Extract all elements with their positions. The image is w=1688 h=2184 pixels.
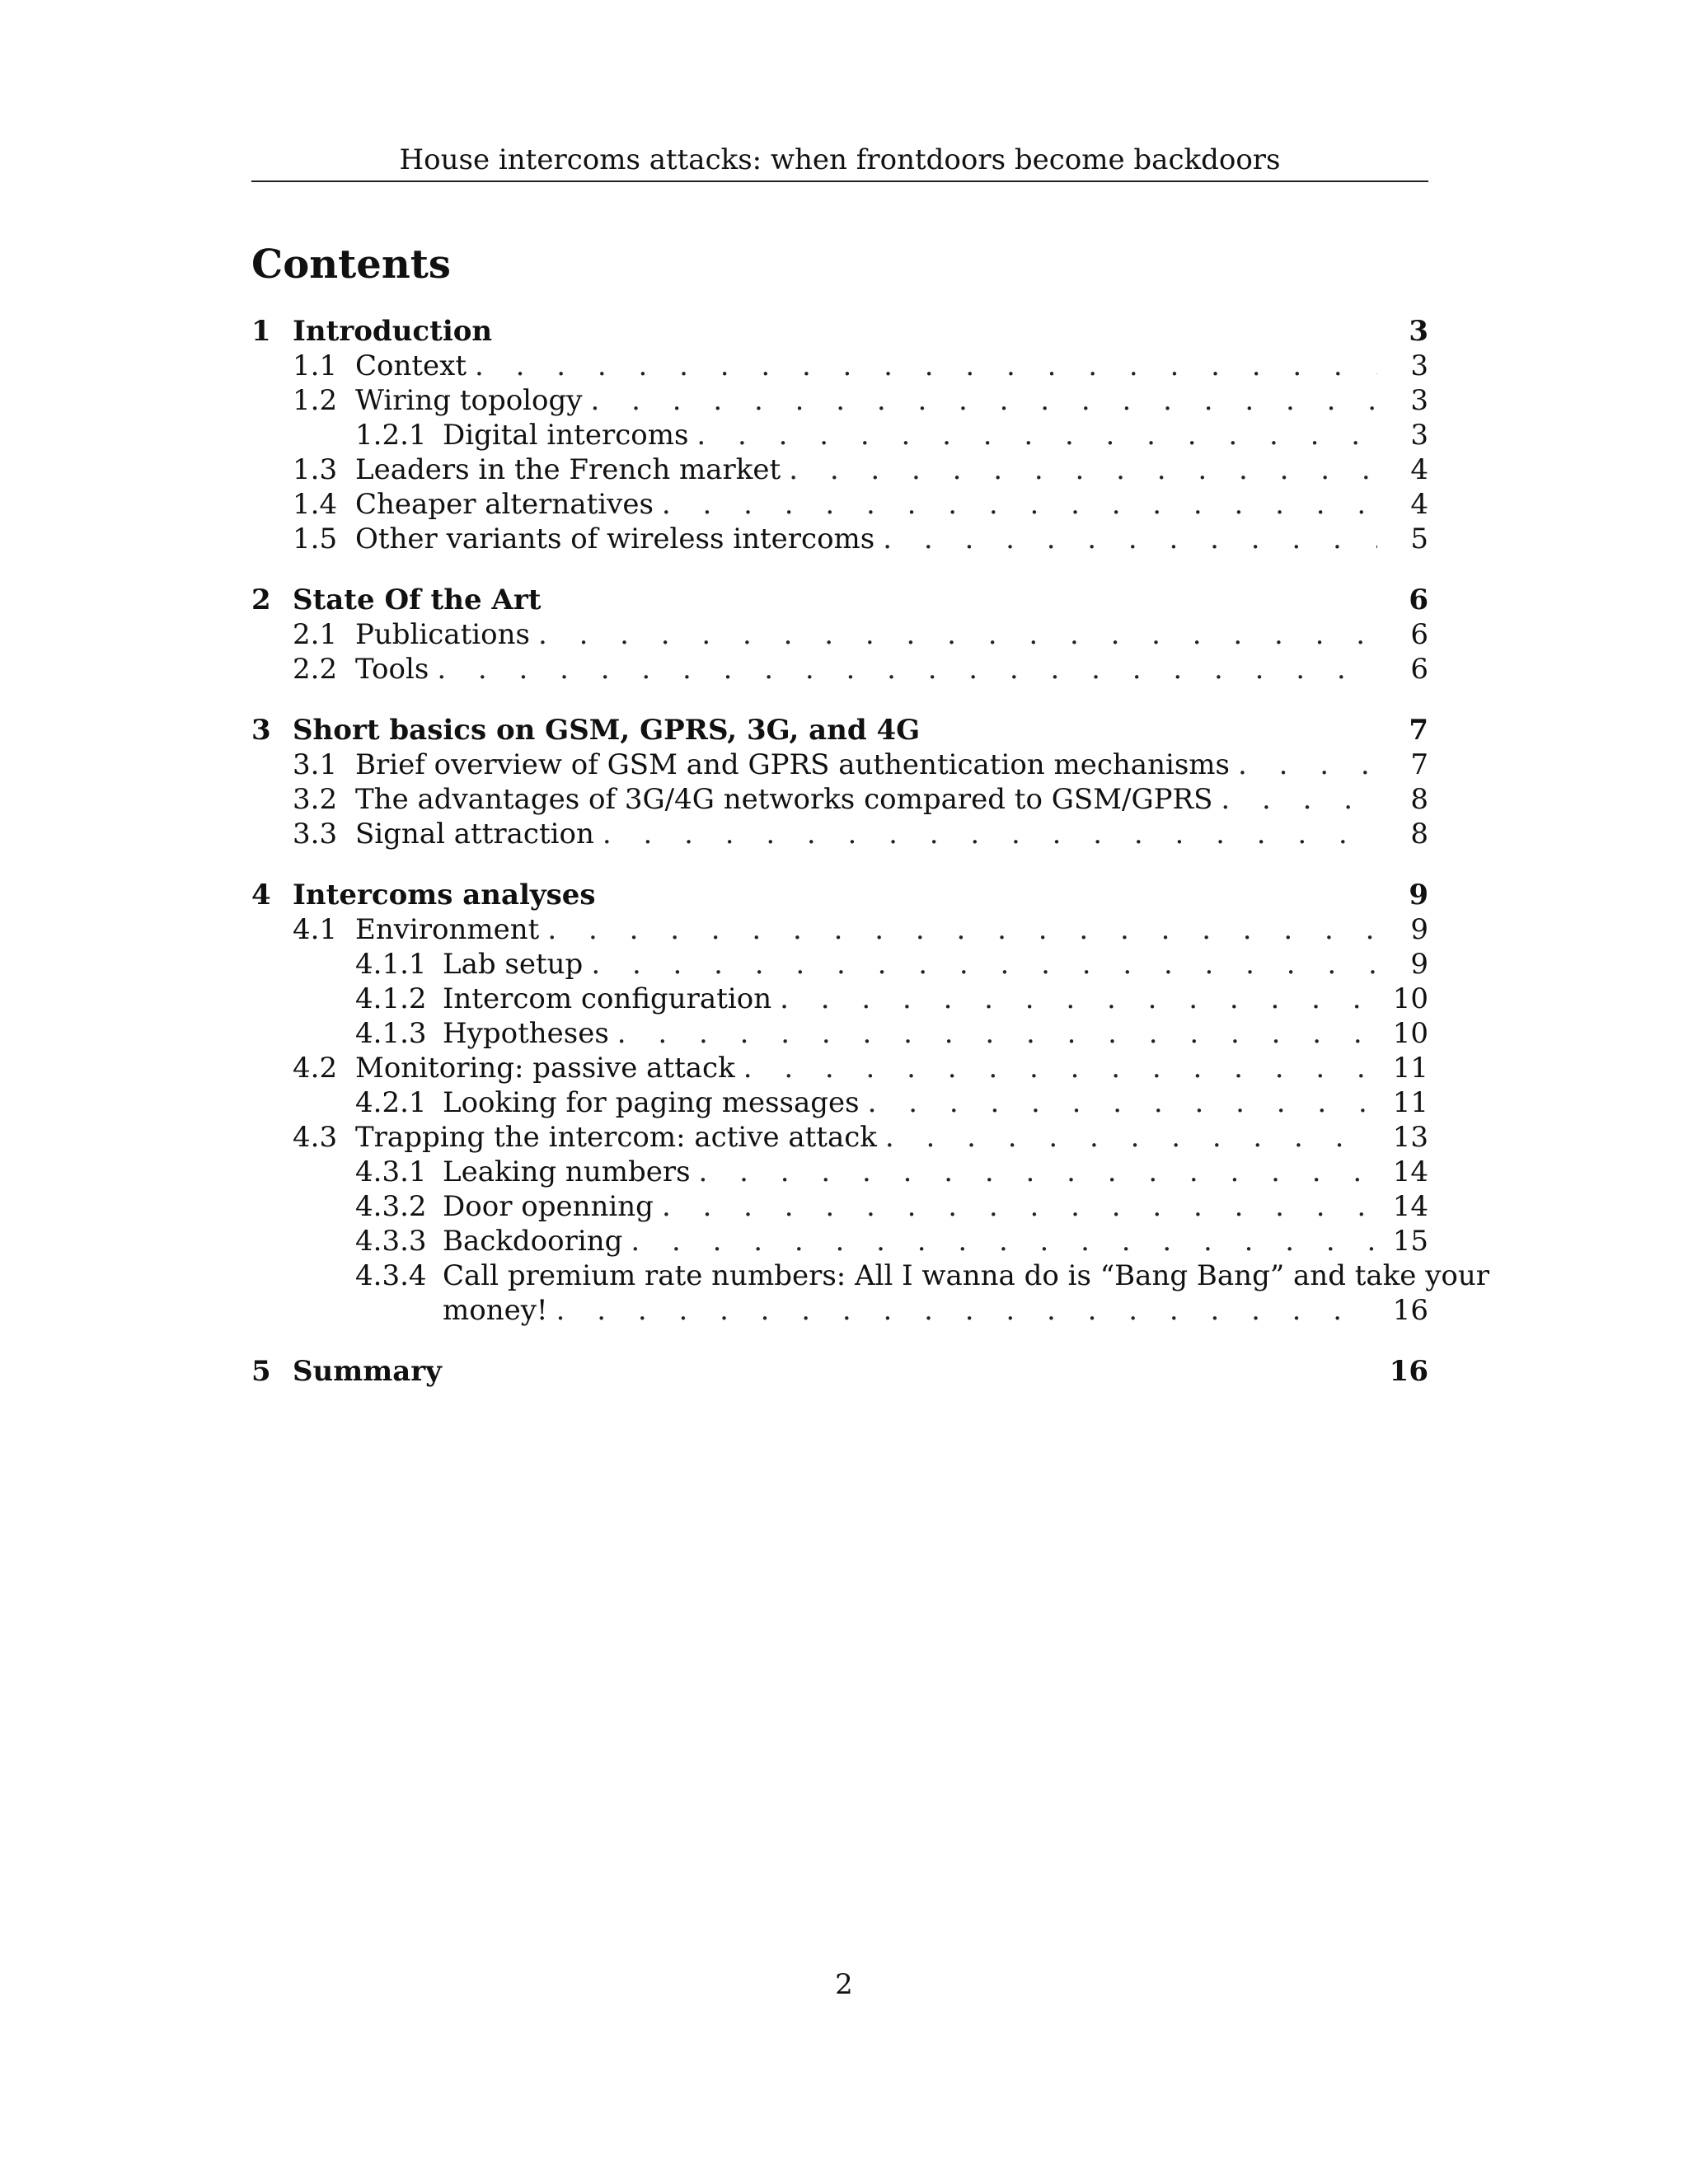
section-title: Introduction (293, 315, 493, 348)
entry-title: Monitoring: passive attack (355, 1052, 735, 1085)
entry-page: 11 (1392, 1086, 1428, 1119)
entry-page: 5 (1410, 523, 1428, 555)
entry-number: 4.3.2 (355, 1190, 427, 1223)
dot-leader (609, 1016, 1375, 1051)
toc-entry-1-4[interactable] (251, 487, 1428, 522)
toc-section-2[interactable] (251, 583, 1428, 617)
dot-leader (1230, 748, 1377, 782)
entry-page: 4 (1410, 453, 1428, 486)
dot-leader (429, 652, 1377, 687)
toc-entry-4-1-3[interactable] (251, 1016, 1428, 1051)
entry-title: Lab setup (443, 948, 584, 981)
entry-number: 2.1 (293, 618, 338, 651)
toc-entry-3-2[interactable] (251, 782, 1428, 817)
toc-section-4[interactable] (251, 878, 1428, 912)
entry-title: Leaders in the French market (355, 453, 781, 486)
entry-number: 4.1.2 (355, 982, 427, 1015)
toc-entry-1-1[interactable] (251, 349, 1428, 383)
page-number: 2 (835, 1968, 853, 2001)
entry-title: Context (355, 349, 467, 382)
entry-number: 4.3.1 (355, 1155, 427, 1188)
entry-page: 9 (1410, 948, 1428, 981)
entry-page: 11 (1392, 1052, 1428, 1085)
section-gap (251, 556, 1428, 583)
entry-number: 1.3 (293, 453, 338, 486)
entry-title: Tools (355, 653, 429, 686)
entry-number: 1.2 (293, 384, 338, 417)
entry-title: Environment (355, 913, 540, 946)
dot-leader (877, 1120, 1375, 1155)
toc-section-5[interactable] (251, 1354, 1428, 1389)
toc-entry-4-1-1[interactable] (251, 947, 1428, 982)
section-number: 2 (251, 583, 271, 616)
toc-section-1[interactable] (251, 314, 1428, 349)
section-title: Summary (293, 1355, 442, 1388)
section-title: State Of the Art (293, 583, 542, 616)
dot-leader (594, 817, 1377, 851)
dot-leader (781, 452, 1377, 487)
toc-entry-4-3-1[interactable] (251, 1155, 1428, 1189)
entry-title: Brief overview of GSM and GPRS authentication mechanisms (355, 748, 1230, 781)
entry-title: Leaking numbers (443, 1155, 691, 1188)
entry-number: 3.1 (293, 748, 338, 781)
entry-number: 1.2.1 (355, 419, 427, 452)
entry-title: Publications (355, 618, 530, 651)
table-of-contents (251, 314, 1490, 1389)
entry-title: The advantages of 3G/4G networks compared to GSM/GPRS (355, 783, 1213, 816)
entry-title: Other variants of wireless intercoms (355, 523, 875, 555)
section-title: Intercoms analyses (293, 879, 596, 912)
section-page: 7 (1409, 714, 1428, 747)
section-title: Short basics on GSM, GPRS, 3G, and 4G (293, 714, 921, 747)
section-number: 4 (251, 879, 271, 912)
entry-page: 7 (1410, 748, 1428, 781)
entry-number: 3.3 (293, 818, 338, 851)
toc-entry-4-2[interactable] (251, 1051, 1428, 1085)
entry-title: Digital intercoms (443, 419, 689, 452)
dot-leader (735, 1051, 1375, 1085)
entry-number: 1.5 (293, 523, 338, 555)
dot-leader (691, 1155, 1375, 1189)
entry-number: 4.2 (293, 1052, 338, 1085)
toc-entry-4-3-3[interactable] (251, 1224, 1428, 1258)
section-number: 1 (251, 315, 271, 348)
dot-leader (622, 1224, 1374, 1258)
running-header: House intercoms attacks: when frontdoors become backdoors (399, 143, 1281, 176)
entry-title-line-2: money! (443, 1294, 548, 1327)
toc-entry-2-1[interactable] (251, 617, 1428, 652)
entry-title: Looking for paging messages (443, 1086, 860, 1119)
entry-number: 4.2.1 (355, 1086, 427, 1119)
entry-page: 6 (1410, 653, 1428, 686)
section-page: 3 (1409, 315, 1428, 348)
entry-title: Hypotheses (443, 1017, 609, 1050)
toc-entry-2-2[interactable] (251, 652, 1428, 687)
dot-leader (583, 947, 1377, 982)
entry-page: 3 (1410, 349, 1428, 382)
entry-page: 4 (1410, 488, 1428, 521)
dot-leader (539, 912, 1377, 947)
toc-entry-4-3-2[interactable] (251, 1189, 1428, 1224)
section-number: 5 (251, 1355, 271, 1388)
entry-page: 8 (1410, 818, 1428, 851)
entry-page: 14 (1392, 1155, 1428, 1188)
dot-leader (1212, 782, 1377, 817)
entry-title: Signal attraction (355, 818, 594, 851)
section-page: 9 (1409, 879, 1428, 912)
section-page: 6 (1409, 583, 1428, 616)
dot-leader (530, 617, 1377, 652)
header-rule (251, 180, 1428, 182)
toc-entry-1-5[interactable] (251, 522, 1428, 556)
entry-number: 2.2 (293, 653, 338, 686)
toc-entry-4-3-4[interactable] (251, 1258, 1490, 1293)
entry-number: 4.3.3 (355, 1225, 427, 1258)
entry-page: 14 (1392, 1190, 1428, 1223)
section-gap (251, 1328, 1428, 1354)
toc-entry-4-1-2[interactable] (251, 982, 1428, 1016)
toc-entry-1-2[interactable] (251, 383, 1428, 418)
dot-leader (654, 487, 1377, 522)
entry-number: 4.3 (293, 1121, 338, 1154)
entry-page: 10 (1392, 982, 1428, 1015)
entry-page: 10 (1392, 1017, 1428, 1050)
toc-entry-3-1[interactable] (251, 748, 1428, 782)
section-page: 16 (1389, 1355, 1428, 1388)
entry-page: 9 (1410, 913, 1428, 946)
toc-entry-1-2-1[interactable] (251, 418, 1428, 452)
entry-number: 3.2 (293, 783, 338, 816)
entry-title: Backdooring (443, 1225, 623, 1258)
dot-leader (874, 522, 1377, 556)
dot-leader (654, 1189, 1375, 1224)
toc-entry-4-1[interactable] (251, 912, 1428, 947)
contents-title: Contents (251, 241, 451, 288)
entry-page: 16 (1392, 1294, 1428, 1327)
section-number: 3 (251, 714, 271, 747)
entry-title: Door openning (443, 1190, 654, 1223)
entry-page: 3 (1410, 384, 1428, 417)
toc-entry-4-3-4-continued[interactable] (251, 1293, 1428, 1328)
toc-entry-3-3[interactable] (251, 817, 1428, 851)
toc-entry-1-3[interactable] (251, 452, 1428, 487)
entry-page: 15 (1392, 1225, 1428, 1258)
dot-leader (860, 1085, 1375, 1120)
dot-leader (467, 349, 1377, 383)
entry-title: Wiring topology (355, 384, 583, 417)
toc-entry-4-2-1[interactable] (251, 1085, 1428, 1120)
toc-entry-4-3[interactable] (251, 1120, 1428, 1155)
entry-number: 1.1 (293, 349, 338, 382)
entry-page: 3 (1410, 419, 1428, 452)
entry-number: 1.4 (293, 488, 338, 521)
entry-page: 13 (1392, 1121, 1428, 1154)
entry-page: 6 (1410, 618, 1428, 651)
dot-leader (771, 982, 1375, 1016)
entry-title: Cheaper alternatives (355, 488, 654, 521)
entry-number: 4.1.1 (355, 948, 427, 981)
entry-page: 8 (1410, 783, 1428, 816)
entry-title: Intercom configuration (443, 982, 772, 1015)
entry-title: Trapping the intercom: active attack (355, 1121, 877, 1154)
dot-leader (583, 383, 1377, 418)
section-gap (251, 687, 1428, 713)
entry-title-line-1: Call premium rate numbers: All I wanna do is “Bang Bang” and take your (443, 1259, 1490, 1292)
entry-number: 4.1.3 (355, 1017, 427, 1050)
entry-number: 4.1 (293, 913, 338, 946)
section-gap (251, 851, 1428, 878)
toc-section-3[interactable] (251, 713, 1428, 748)
dot-leader (548, 1293, 1375, 1328)
dot-leader (688, 418, 1377, 452)
entry-number: 4.3.4 (355, 1259, 427, 1292)
